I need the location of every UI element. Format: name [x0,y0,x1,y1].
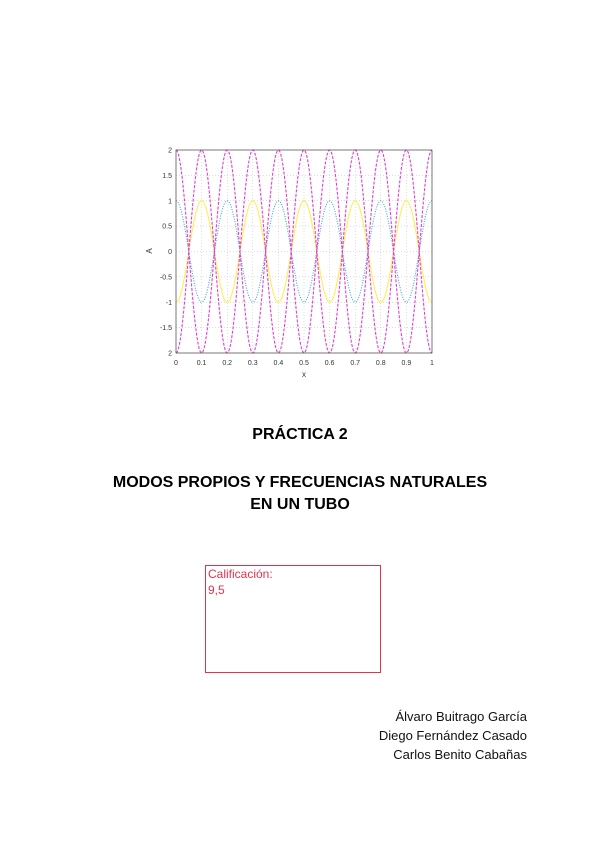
x-tick-label: 0.5 [299,360,309,367]
x-tick-label: 0.7 [350,360,361,367]
y-axis-label: A [145,248,154,254]
grade-box [205,565,381,673]
y-tick-label: -1.5 [159,325,172,333]
y-tick-label: 1.5 [162,172,172,180]
author-name: Carlos Benito Cabañas [393,747,527,762]
author-name: Álvaro Buitrago García [395,709,527,724]
y-tick-label: -1 [165,299,172,307]
grade-label: Calificación: [208,567,273,581]
x-tick-label: 0.2 [222,360,233,367]
x-axis-label: x [302,370,306,379]
y-tick-label: 0 [168,249,172,256]
y-tick-label: 1 [168,198,172,206]
y-tick-label: -0.5 [159,274,172,282]
y-tick-label: 2 [168,147,172,155]
author-list [379,707,527,764]
subject-title [0,472,600,516]
x-tick-label: 0 [174,360,178,367]
practice-title: PRÁCTICA 2 [252,426,348,443]
x-tick-label: 1 [430,360,434,367]
y-tick-label: 0.5 [162,223,172,231]
standing-wave-chart [140,140,445,380]
x-tick-label: 0.1 [196,360,207,367]
x-tick-label: 0.6 [324,360,335,367]
subject-title-line-2: EN UN TUBO [250,496,350,513]
y-tick-label: 2 [168,350,172,358]
x-tick-label: 0.8 [375,360,386,367]
author-name: Diego Fernández Casado [378,728,527,743]
x-tick-label: 0.4 [273,360,284,367]
x-tick-label: 0.3 [247,360,258,367]
subject-title-line-1: MODOS PROPIOS Y FRECUENCIAS NATURALES [112,474,488,491]
x-tick-label: 0.9 [401,360,412,367]
grade-value: 9,5 [208,583,225,597]
